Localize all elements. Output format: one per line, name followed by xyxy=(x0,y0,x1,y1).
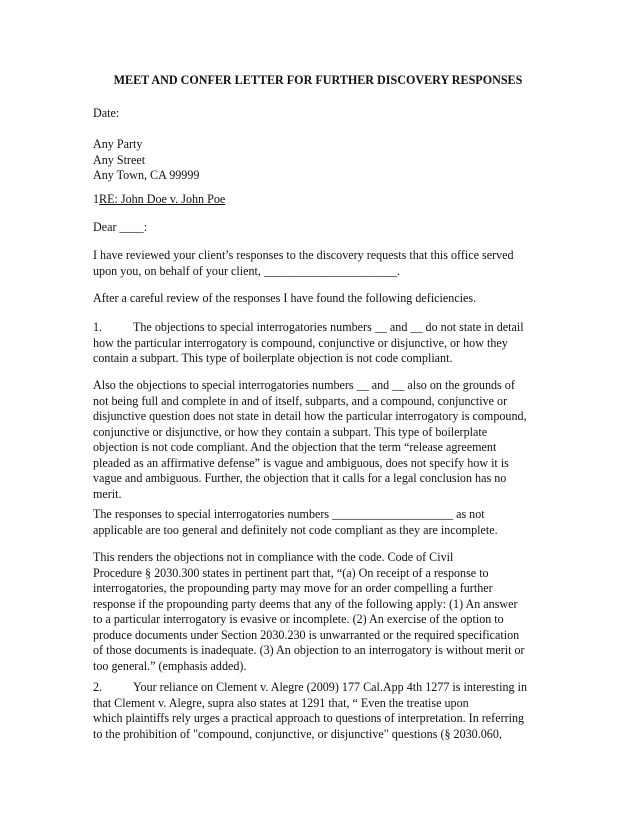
paragraph-line: pleaded as an affirmative defense” is vague and ambiguous, does not specify how it is xyxy=(93,455,509,470)
paragraph-line: that Clement v. Alegre, supra also states at 1291 that, “ Even the treatise upon xyxy=(93,695,469,710)
paragraph-line: I have reviewed your client’s responses to the discovery requests that this office served xyxy=(93,248,514,262)
paragraph-line: After a careful review of the responses I have found the following deficiencies. xyxy=(93,291,477,305)
address-line: Any Town, CA 99999 xyxy=(93,168,200,182)
paragraph-line: to a particular interrogatory is evasive or incomplete. (2) An exercise of the option to xyxy=(93,612,504,626)
paragraph-review xyxy=(93,291,553,307)
date-line xyxy=(93,106,553,122)
paragraph-line: The objections to special interrogatories numbers __ and __ do not state in detail xyxy=(133,320,524,334)
paragraph-line: conjunctive or disjunctive, or how they contain a subpart. This type of boilerplate xyxy=(93,424,488,439)
item-number: 2. xyxy=(93,680,103,694)
paragraph-line: contain a subpart. This type of boilerplate objection is not code compliant. xyxy=(93,351,453,365)
paragraph-line: Procedure § 2030.300 states in pertinent part that, “(a) On receipt of a response to xyxy=(93,565,489,580)
paragraph-line: produce documents under Section 2030.230 is unwarranted or the required specification xyxy=(93,627,520,642)
paragraph-line: objection is not code compliant. And the objection that the term “release agreement xyxy=(93,440,497,454)
paragraph-line: disjunctive question does not state in detail how the particular interrogatory is compound, xyxy=(93,409,527,423)
paragraph-renders xyxy=(93,550,553,674)
address-line: Any Party xyxy=(93,137,143,151)
paragraph-line: Your reliance on Clement v. Alegre (2009) 177 Cal.App 4th 1277 is interesting in xyxy=(133,680,527,694)
footnote-marker: 1 xyxy=(93,192,100,206)
document-title: MEET AND CONFER LETTER FOR FURTHER DISCOVERY RESPONSES xyxy=(113,73,523,87)
paragraph-line: to the prohibition of "compound, conjunctive, or disjunctive" questions (§ 2030.060, xyxy=(93,726,502,741)
item-1 xyxy=(93,320,553,367)
paragraph-line: Also the objections to special interrogatories numbers __ and __ also on the grounds of xyxy=(93,378,515,392)
paragraph-line: response if the propounding party deems that any of the following apply: (1) An answer xyxy=(93,596,518,611)
paragraph-responses xyxy=(93,507,553,538)
greeting-text: Dear ____: xyxy=(93,220,148,234)
paragraph-also xyxy=(93,378,553,502)
item-2 xyxy=(93,680,553,742)
paragraph-line: which plaintiffs rely urges a practical approach to questions of interpretation. In referring xyxy=(93,711,525,725)
paragraph-line: not being full and complete in and of itself, subparts, and a compound, conjunctive or xyxy=(93,393,508,408)
address-block xyxy=(93,137,553,184)
paragraph-line: too general.” (emphasis added). xyxy=(93,658,247,673)
paragraph-line: The responses to special interrogatories numbers ____________________ as not xyxy=(93,507,485,521)
paragraph-line: This renders the objections not in compliance with the code. Code of Civil xyxy=(93,550,454,564)
paragraph-reviewed xyxy=(93,248,553,279)
item-number: 1. xyxy=(93,320,103,334)
address-line: Any Street xyxy=(93,152,146,167)
paragraph-line: applicable are too general and definitely not code compliant as they are incomplete. xyxy=(93,522,498,537)
paragraph-line: upon you, on behalf of your client, ______________________. xyxy=(93,263,401,278)
re-line xyxy=(93,192,553,208)
greeting xyxy=(93,220,553,236)
paragraph-line: merit. xyxy=(93,486,122,501)
date-label: Date: xyxy=(93,106,120,120)
paragraph-line: vague and ambiguous. Further, the objection that it calls for a legal conclusion has no xyxy=(93,471,507,485)
paragraph-line: interrogatories, the propounding party may move for an order compelling a further xyxy=(93,581,493,595)
paragraph-line: of those documents is inadequate. (3) An objection to an interrogatory is without merit or xyxy=(93,643,525,657)
case-caption: RE: John Doe v. John Poe xyxy=(99,192,226,206)
paragraph-line: how the particular interrogatory is compound, conjunctive or disjunctive, or how they xyxy=(93,335,508,350)
